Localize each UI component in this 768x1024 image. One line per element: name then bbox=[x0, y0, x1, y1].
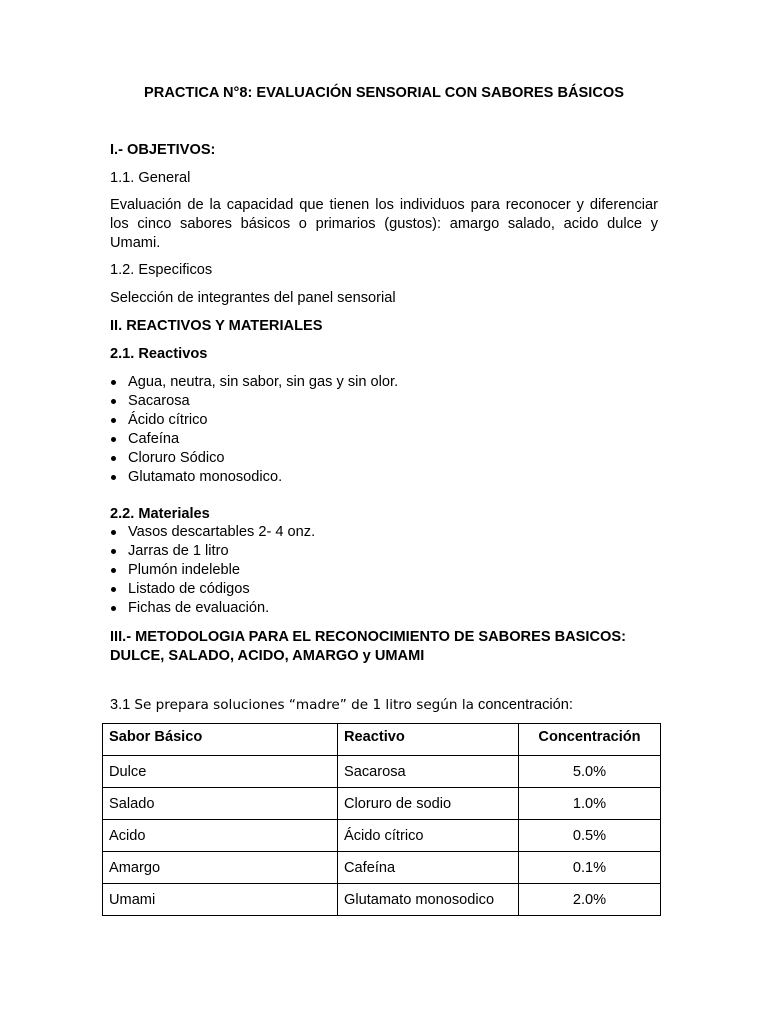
intro-number: 3.1 bbox=[110, 697, 135, 713]
table-cell: 1.0% bbox=[519, 788, 661, 820]
general-label: 1.1. General bbox=[110, 170, 191, 186]
list-item: Listado de códigos bbox=[110, 580, 658, 599]
materials-section-heading: II. REACTIVOS Y MATERIALES bbox=[110, 318, 323, 334]
table-header-concentracion: Concentración bbox=[519, 724, 661, 756]
table-row bbox=[103, 820, 661, 852]
table-row bbox=[103, 756, 661, 788]
table-header-reactivo: Reactivo bbox=[338, 724, 519, 756]
materiales-heading: 2.2. Materiales bbox=[110, 506, 210, 522]
table-cell: Cafeína bbox=[338, 852, 519, 884]
list-item: Plumón indeleble bbox=[110, 561, 658, 580]
general-text: Evaluación de la capacidad que tienen los individuos para reconocer y diferenciar los cinco sabores básicos o primarios (gustos): amargo salado, acido dulce y Umami. bbox=[110, 197, 658, 251]
list-item: Cloruro Sódico bbox=[110, 449, 658, 468]
table-cell: 0.5% bbox=[519, 820, 661, 852]
table-row bbox=[103, 884, 661, 916]
list-item: Jarras de 1 litro bbox=[110, 542, 658, 561]
table-cell: Amargo bbox=[103, 852, 338, 884]
table-cell: 0.1% bbox=[519, 852, 661, 884]
table-cell: Glutamato monosodico bbox=[338, 884, 519, 916]
methodology-intro bbox=[110, 696, 658, 715]
reactivos-list bbox=[110, 373, 658, 487]
table-cell: Cloruro de sodio bbox=[338, 788, 519, 820]
specific-label: 1.2. Especificos bbox=[110, 262, 213, 278]
table-row bbox=[103, 788, 661, 820]
methodology-heading: III.- METODOLOGIA PARA EL RECONOCIMIENTO DE SABORES BASICOS: DULCE, SALADO, ACIDO, AMARGO y UMAMI bbox=[110, 629, 626, 664]
table-cell: Acido bbox=[103, 820, 338, 852]
specific-text: Selección de integrantes del panel sensorial bbox=[110, 290, 396, 306]
list-item: Vasos descartables 2- 4 onz. bbox=[110, 523, 658, 542]
intro-text: Se prepara soluciones “madre” de 1 litro según la bbox=[134, 697, 474, 713]
intro-end: concentración: bbox=[473, 697, 573, 713]
objectives-heading: I.- OBJETIVOS: bbox=[110, 142, 216, 158]
concentration-table bbox=[102, 723, 661, 916]
table-cell: Umami bbox=[103, 884, 338, 916]
reactivos-heading: 2.1. Reactivos bbox=[110, 346, 208, 362]
list-item: Ácido cítrico bbox=[110, 411, 658, 430]
table-cell: Sacarosa bbox=[338, 756, 519, 788]
materiales-list bbox=[110, 523, 658, 618]
table-row bbox=[103, 852, 661, 884]
page-title: PRACTICA N°8: EVALUACIÓN SENSORIAL CON SABORES BÁSICOS bbox=[144, 85, 624, 101]
list-item: Fichas de evaluación. bbox=[110, 599, 658, 618]
table-cell: 2.0% bbox=[519, 884, 661, 916]
list-item: Glutamato monosodico. bbox=[110, 468, 658, 487]
table-cell: Dulce bbox=[103, 756, 338, 788]
table-cell: Ácido cítrico bbox=[338, 820, 519, 852]
list-item: Sacarosa bbox=[110, 392, 658, 411]
table-cell: Salado bbox=[103, 788, 338, 820]
table-header-sabor: Sabor Básico bbox=[103, 724, 338, 756]
table-header-row bbox=[103, 724, 661, 756]
list-item: Cafeína bbox=[110, 430, 658, 449]
list-item: Agua, neutra, sin sabor, sin gas y sin olor. bbox=[110, 373, 658, 392]
table-cell: 5.0% bbox=[519, 756, 661, 788]
